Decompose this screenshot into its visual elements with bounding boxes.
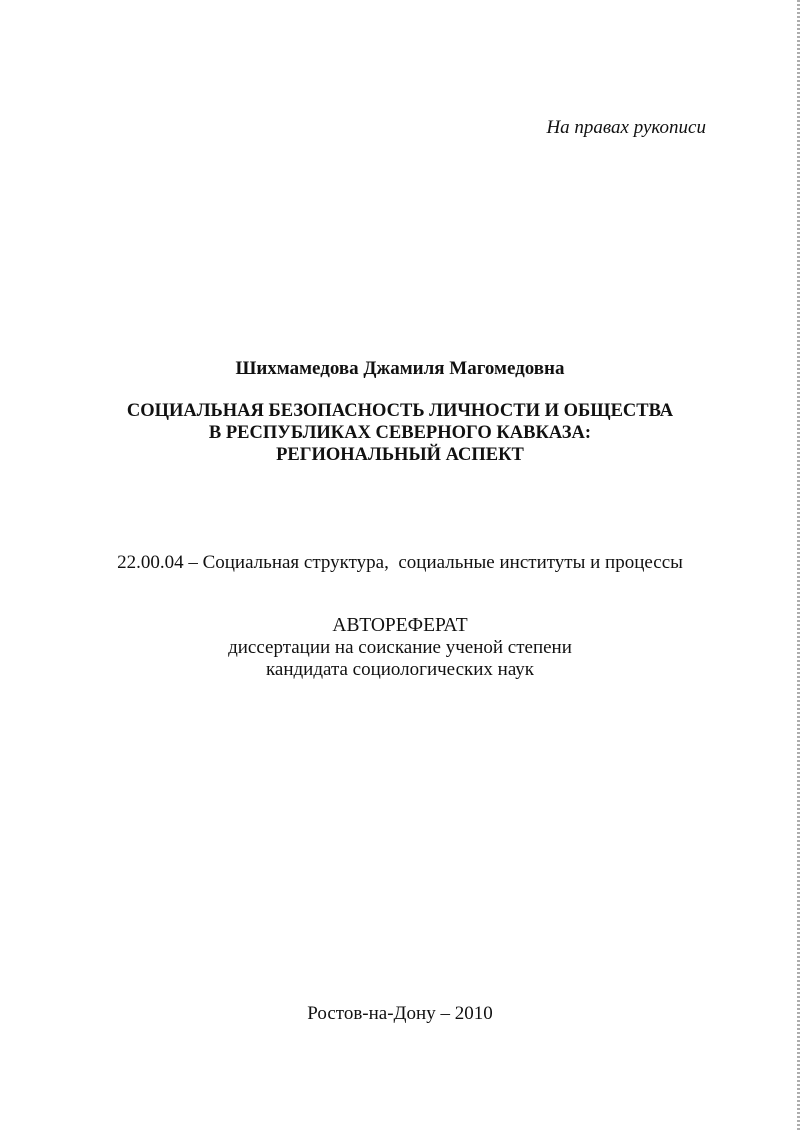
title-line-2: В РЕСПУБЛИКАХ СЕВЕРНОГО КАВКАЗА:: [208, 423, 592, 443]
city-year: Ростов-на-Дону – 2010: [307, 1003, 493, 1024]
abstract-heading: АВТОРЕФЕРАТ: [332, 615, 468, 636]
author-name: Шихмамедова Джамиля Магомедовна: [235, 358, 565, 379]
abstract-block: [0, 615, 800, 681]
abstract-line-1: диссертации на соискание ученой степени: [228, 637, 572, 658]
abstract-line-2: кандидата социологических наук: [265, 659, 535, 680]
specialty-code: 22.00.04 – Социальная структура, социальные институты и процессы: [117, 552, 683, 573]
dissertation-title: [0, 400, 800, 466]
title-line-3: РЕГИОНАЛЬНЫЙ АСПЕКТ: [276, 445, 524, 465]
title-line-1: СОЦИАЛЬНАЯ БЕЗОПАСНОСТЬ ЛИЧНОСТИ И ОБЩЕСТВА: [126, 401, 674, 421]
manuscript-rights-note: На правах рукописи: [546, 117, 706, 138]
